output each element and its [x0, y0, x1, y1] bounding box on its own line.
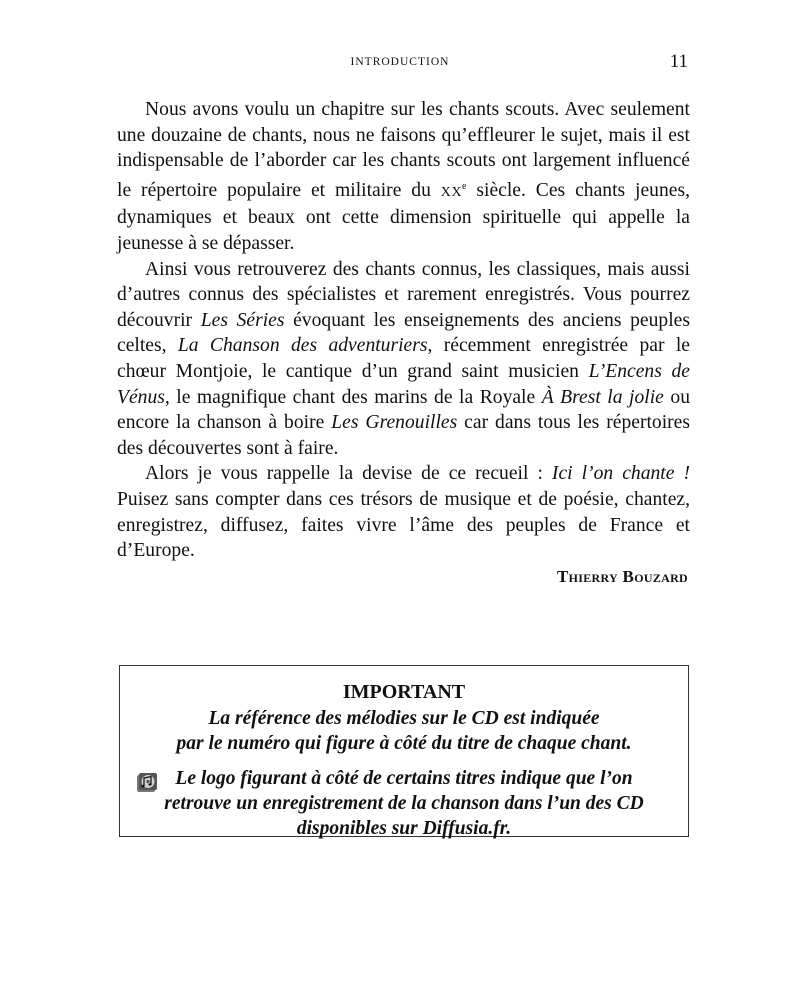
song-title: L’Encens de Vénus [117, 360, 690, 408]
important-notice-box [119, 665, 689, 837]
notice-line: La référence des mélodies sur le CD est indiquée [208, 708, 600, 729]
paragraph-scout-songs [117, 97, 690, 257]
song-title: La Chanson des adventuriers [177, 335, 428, 357]
text-run: Puisez sans compter dans ces trésors de musique et de poésie, chantez, enregistrez, diffusez, faites vivre l’âme des peuples de France et d’Europe. [117, 488, 690, 562]
text-run: Ainsi vous retrouverez des chants connus, les classiques, mais aussi d’autres connus des spécialistes et rarement enregistrés. Vous pourrez découvrir [117, 258, 690, 331]
notice-line: par le numéro qui figure à côté du titre de chaque chant. [176, 733, 632, 754]
introduction-text [117, 97, 690, 564]
song-title: Les Grenouilles [331, 412, 458, 434]
author-signature: Thierry Bouzard [556, 567, 688, 586]
notice-logo-explanation [120, 766, 688, 841]
text-run: , récemment enregistrée par le chœur Montjoie, le cantique d’un grand saint musicien [117, 335, 690, 382]
running-title: INTRODUCTION [350, 56, 450, 68]
motto: Ici l’on chante ! [551, 463, 690, 485]
century-suffix: e [462, 180, 467, 192]
text-run: siècle. Ces chants jeunes, dynamiques et beaux ont cette dimension spirituelle qui appelle la jeunesse à se dépasser. [117, 179, 690, 254]
music-cd-icon [136, 772, 158, 794]
text-run: car dans tous les répertoires des découvertes sont à faire. [117, 412, 691, 459]
song-title: Les Séries [200, 309, 285, 331]
song-title: À Brest la jolie [541, 386, 664, 408]
notice-line: Le logo figurant à côté de certains titres indique que l’on [175, 768, 633, 789]
paragraph-repertoire [117, 257, 690, 462]
paragraph-motto [117, 461, 690, 563]
notice-melody-reference [120, 706, 688, 756]
notice-line: retrouve un enregistrement de la chanson dans l’un des CD [164, 793, 644, 814]
century-numeral: XX [440, 184, 463, 200]
page-number: 11 [669, 51, 688, 72]
notice-line: disponibles sur Diffusia.fr. [296, 818, 512, 839]
text-run: ou encore la chanson à boire [117, 386, 690, 434]
text-run: Nous avons voulu un chapitre sur les chants scouts. Avec seulement une douzaine de chants, nous ne faisons qu’effleurer le sujet, mais il est indispensable de l’aborder car les chants scouts ont largement influencé le répertoire populaire et militaire du [117, 99, 690, 201]
text-run: évoquant les enseignements des anciens peuples celtes, [117, 309, 690, 357]
text-run: Alors je vous rappelle la devise de ce recueil : [145, 463, 552, 485]
notice-title: IMPORTANT [342, 681, 466, 703]
text-run: , le magnifique chant des marins de la Royale [164, 386, 542, 408]
